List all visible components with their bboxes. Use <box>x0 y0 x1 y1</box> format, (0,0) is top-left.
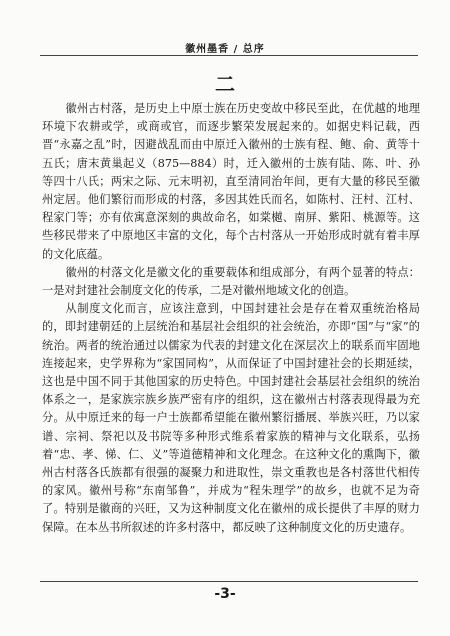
section-number: 二 <box>215 72 235 96</box>
page-number: -3- <box>214 586 236 602</box>
paragraph: 从制度文化而言，应该注意到，中国封建社会是存在着双重统治格局的，即封建朝廷的上层统治和基层社会组织的社会统治，亦即“国”与“家”的统治。两者的统治通过以儒家为代表的封建文化在深层次上的联系而牢固地连接起来，史学界称为“家国同构”，从而保证了中国封建社会的长期延续，这也是中国不同于其他国家的历史特色。中国封建社会基层社会组织的统治体系之一，是家族宗族乡族严密有序的组织，这在徽州古村落表现得最为充分。从中原迁来的每一户士族都希望能在徽州繁衍播展、举族兴旺，乃以家谱、宗祠、祭祀以及书院等多种形式维系着家族的精神与文化联系，弘扬着“忠、孝、悌、仁、义”等道德精神和文化理念。在这种文化的熏陶下，徽州古村落各氏族都有很强的凝聚力和进取性，崇文重教也是各村落世代相传的家风。徽州号称“东南邹鲁”，并成为“程朱理学”的故乡，也就不足为奇了。特别是徽商的兴旺，又为这种制度文化在徽州的成长提供了丰厚的财力保障。在本丛书所叙述的许多村落中，都反映了这种制度文化的历史遗存。 <box>42 302 420 534</box>
paragraph: 徽州的村落文化是徽文化的重要载体和组成部分，有两个显著的特点：一是对封建社会制度文化的传承，二是对徽州地域文化的创造。 <box>42 265 420 298</box>
footer-rule <box>40 581 418 582</box>
body-text <box>42 100 420 537</box>
running-head: 徽州墨香 / 总序 <box>185 44 265 55</box>
header-rule <box>40 55 418 56</box>
paragraph: 徽州古村落，是历史上中原士族在历史变故中移民至此，在优越的地理环境下农耕或学，或商或官，而逐步繁荣发展起来的。如据史料记载，西晋“永嘉之乱”时，因避战乱而由中原迁入徽州的士族有程、鲍、俞、黄等十五氏；唐末黄巢起义（875—884）时，迁入徽州的士族有陆、陈、叶、孙等四十八氏；两宋之际、元末明初，直至清同治年间，更有大量的移民至徽州定居。他们繁衍而形成的村落，多因其姓氏而名，如陈村、汪村、江村、程家门等；亦有依寓意深刻的典故命名，如棠樾、南屏、紫阳、桃源等。这些移民带来了中原地区丰富的文化，每个古村落从一开始形成时就有着丰厚的文化底蕴。 <box>42 102 420 261</box>
